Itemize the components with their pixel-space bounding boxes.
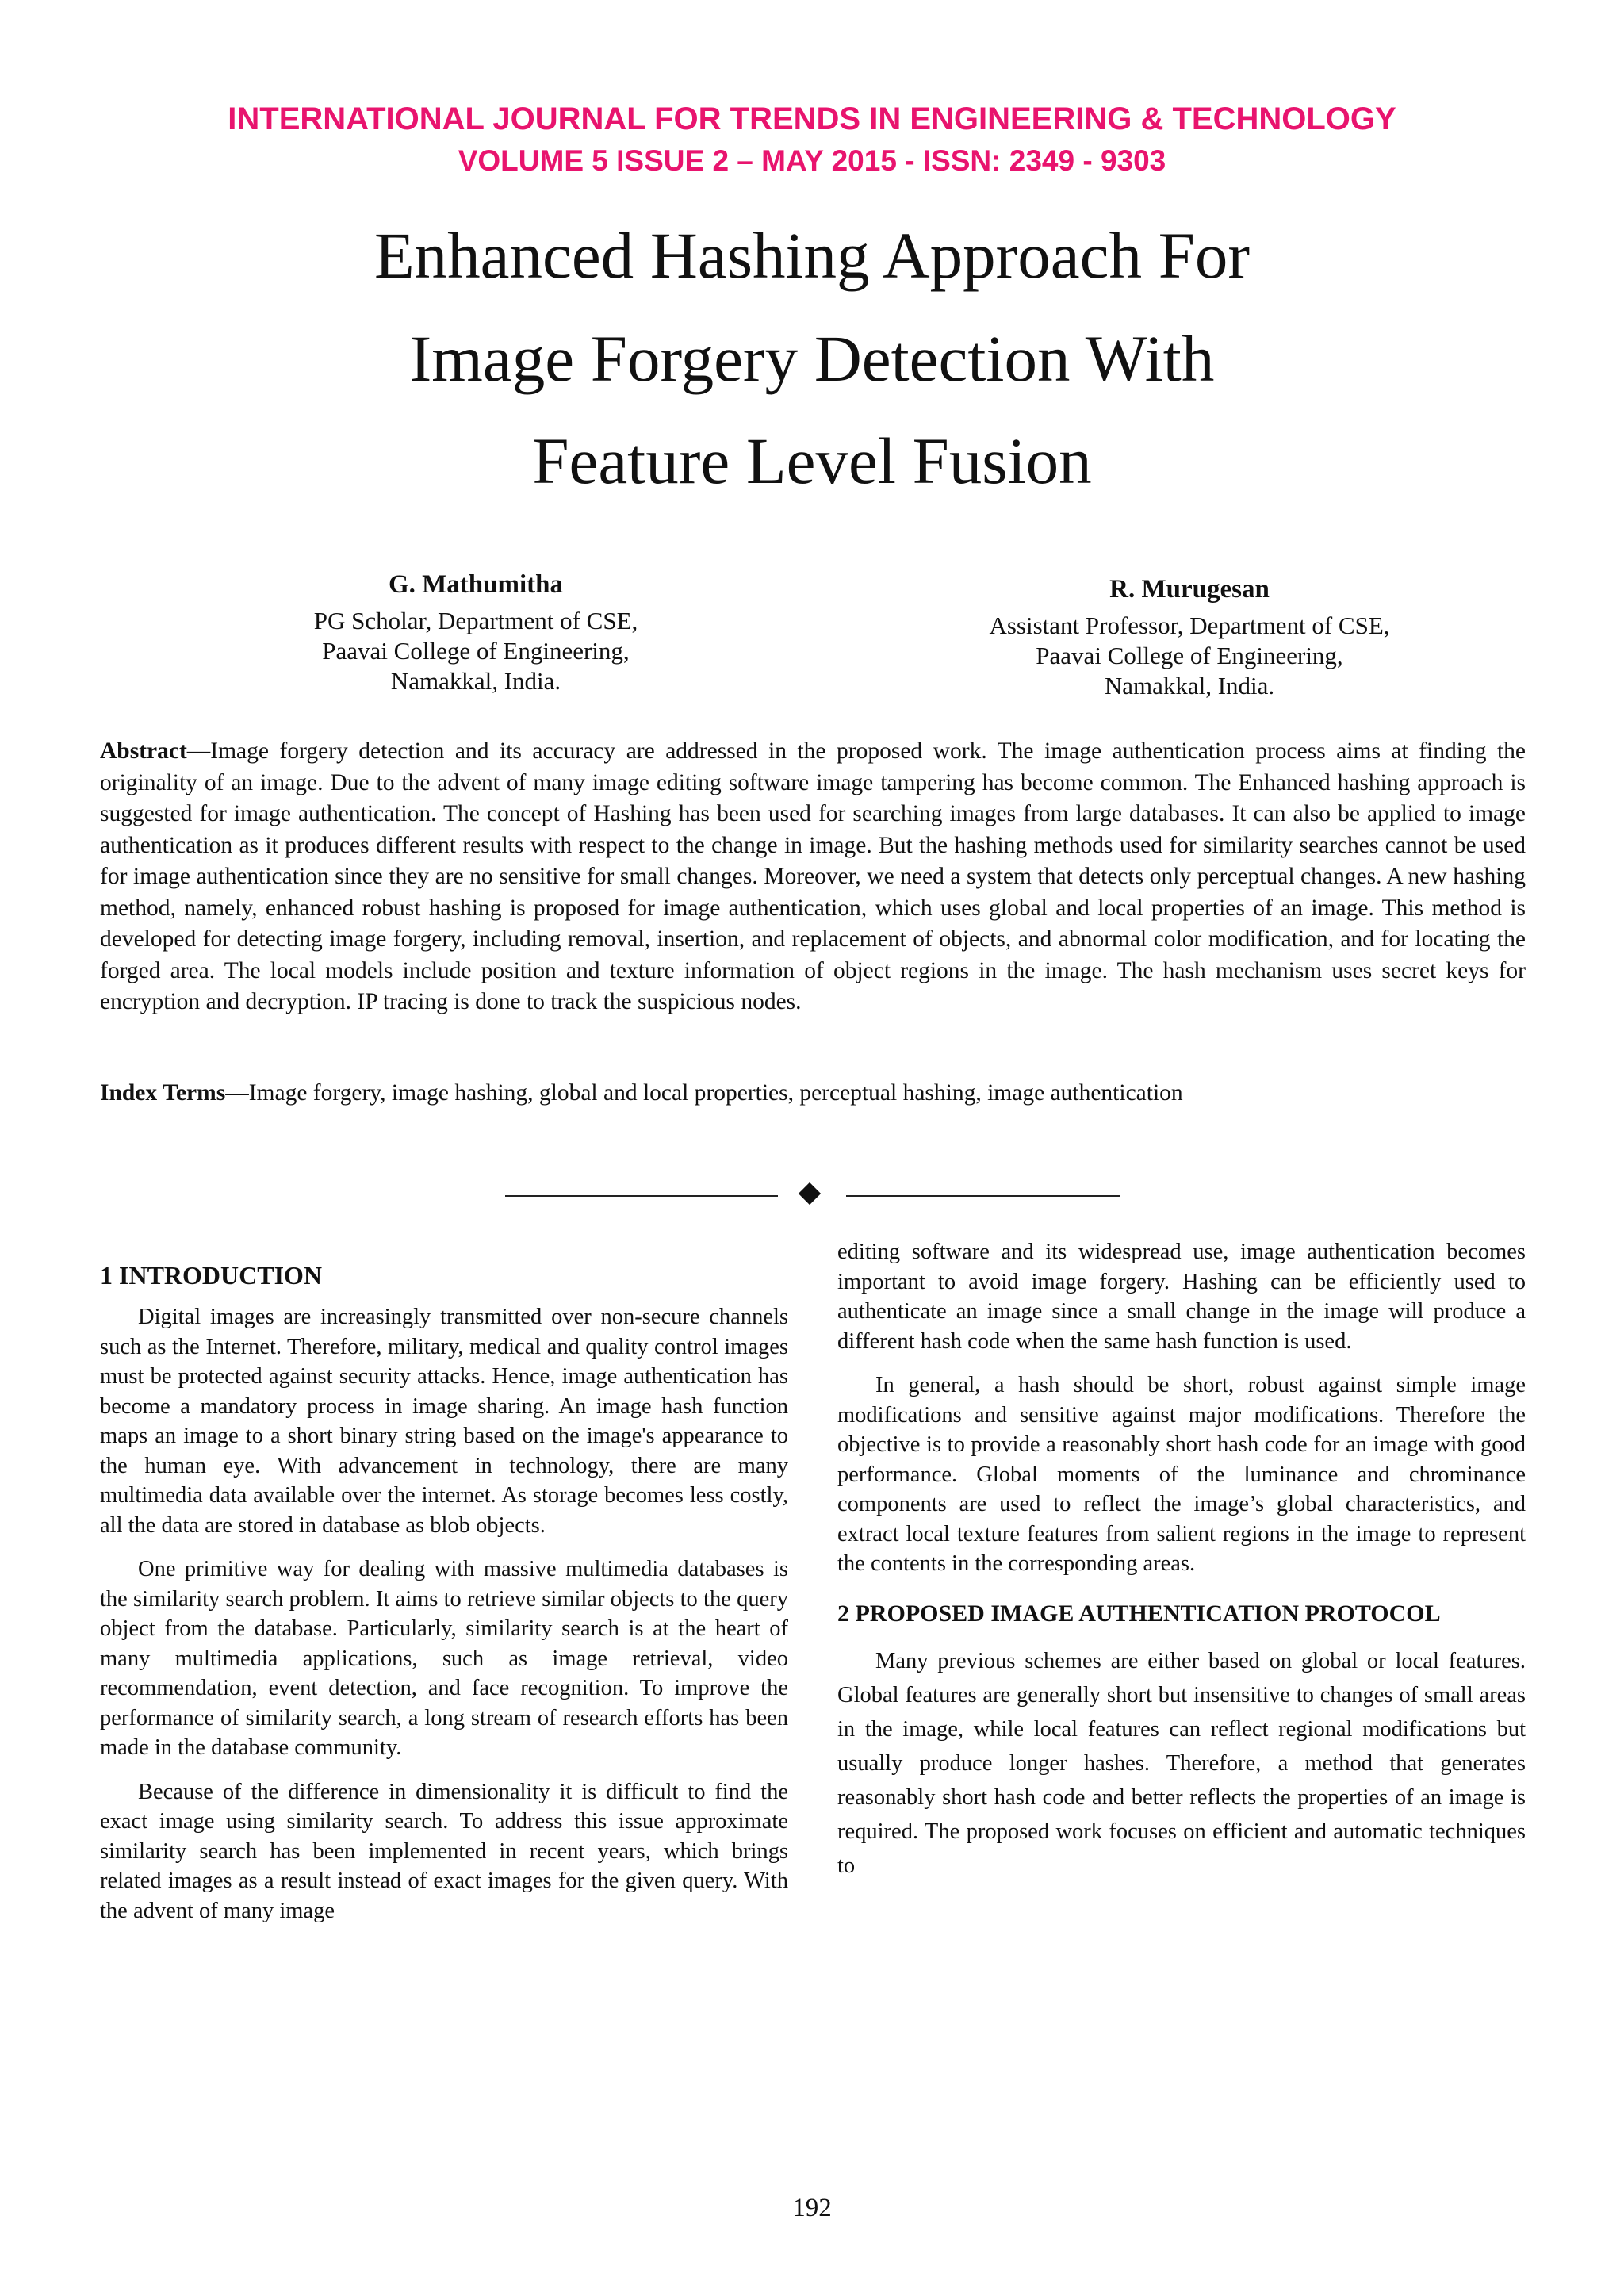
- author-block-2: [936, 574, 1443, 701]
- paper-title-line-1: Enhanced Hashing Approach For: [373, 219, 1251, 292]
- paper-title-line-3: Feature Level Fusion: [532, 424, 1092, 497]
- author-role: Assistant Professor, Department of CSE,: [989, 611, 1390, 639]
- abstract: [100, 736, 1526, 1018]
- paragraph: Because of the difference in dimensionality it is difficult to find the exact image using similarity search. To address this issue approximate similarity search has been implemented in recent years, which brings related images as a result instead of exact images for the given query. With the advent of many image: [100, 1779, 788, 1923]
- author-institution: Paavai College of Engineering,: [1036, 642, 1343, 669]
- separator-diamond-icon: [799, 1182, 821, 1205]
- index-terms: [100, 1077, 1526, 1109]
- paragraph: One primitive way for dealing with massive multimedia databases is the similarity search problem. It aims to retrieve similar objects to the query object from the database. Particularly, similarity search is at the heart of many multimedia applications, such as image retrieval, video recommendation, event detection, and face recognition. To improve the performance of similarity search, a long stream of research efforts has been made in the database community.: [100, 1557, 788, 1760]
- page-number: 192: [792, 2194, 832, 2222]
- section-2-heading: 2 PROPOSED IMAGE AUTHENTICATION PROTOCOL: [837, 1600, 1441, 1627]
- author-name: G. Mathumitha: [388, 570, 563, 599]
- journal-issue: VOLUME 5 ISSUE 2 – MAY 2015 - ISSN: 2349 - 9303: [458, 144, 1166, 177]
- index-terms-text: —Image forgery, image hashing, global and local properties, perceptual hashing, image authentication: [225, 1080, 1183, 1106]
- index-terms-label: Index Terms: [100, 1080, 226, 1106]
- journal-name: INTERNATIONAL JOURNAL FOR TRENDS IN ENGINEERING & TECHNOLOGY: [228, 102, 1396, 136]
- author-block-1: [254, 569, 698, 696]
- paragraph: Digital images are increasingly transmitted over non-secure channels such as the Internet. Therefore, military, medical and quality control images must be protected against security attacks. Hence, image authentication has become a mandatory process in image sharing. An image hash function maps an image to a short binary string based on the image's appearance to the human eye. With advancement in technology, there are many multimedia data available over the internet. As storage becomes less costly, all the data are stored in database as blob objects.: [100, 1305, 788, 1538]
- paragraph-continuation: editing software and its widespread use, image authentication becomes important to avoid image forgery. Hashing can be efficiently used to authenticate an image since a small change in the image will produce a different hash code when the same hash function is used.: [837, 1240, 1526, 1354]
- author-location: Namakkal, India.: [1104, 672, 1275, 700]
- paragraph: Many previous schemes are either based on global or local features. Global features are generally short but insensitive to changes of small areas in the image, while local features can reflect regional modifications but usually produce longer hashes. Therefore, a method that generates reasonably short hash code and better reflects the properties of an image is required. The proposed work focuses on efficient and automatic techniques to: [837, 1648, 1526, 1878]
- abstract-label: Abstract—: [100, 738, 211, 764]
- author-name: R. Murugesan: [1109, 575, 1270, 604]
- abstract-text: Image forgery detection and its accuracy are addressed in the proposed work. The image authentication process aims at finding the originality of an image. Due to the advent of many image editing software image tampering has become common. The Enhanced hashing approach is suggested for image authentication. The concept of Hashing has been used for searching images from large databases. It can also be applied to image authentication as it produces different results with respect to the change in image. But the hashing methods used for similarity searches cannot be used for image authentication since they are no sensitive for small changes. Moreover, we need a system that detects only perceptual changes. A new hashing method, namely, enhanced robust hashing is proposed for image authentication, which uses global and local properties of an image. This method is developed for detecting image forgery, including removal, insertion, and replacement of objects, and abnormal color modification, and for locating the forged area. The local models include position and texture information of object regions in the image. The hash mechanism uses secret keys for encryption and decryption. IP tracing is done to track the suspicious nodes.: [100, 738, 1526, 1014]
- author-location: Namakkal, India.: [390, 667, 561, 695]
- paragraph: In general, a hash should be short, robust against simple image modifications and sensitive against major modifications. Therefore the objective is to provide a reasonably short hash code for an image with good performance. Global moments of the luminance and chrominance components are used to reflect the image’s global characteristics, and extract local texture features from salient regions in the image to represent the contents in the corresponding areas.: [837, 1373, 1526, 1576]
- section-1-heading: 1 INTRODUCTION: [100, 1261, 323, 1290]
- author-role: PG Scholar, Department of CSE,: [313, 607, 638, 634]
- column-right: [837, 1237, 1526, 1883]
- paper-title-line-2: Image Forgery Detection With: [409, 322, 1215, 395]
- separator-line-right: [846, 1195, 1120, 1197]
- column-left: [100, 1259, 788, 1926]
- author-institution: Paavai College of Engineering,: [322, 637, 630, 665]
- separator-line-left: [505, 1195, 778, 1197]
